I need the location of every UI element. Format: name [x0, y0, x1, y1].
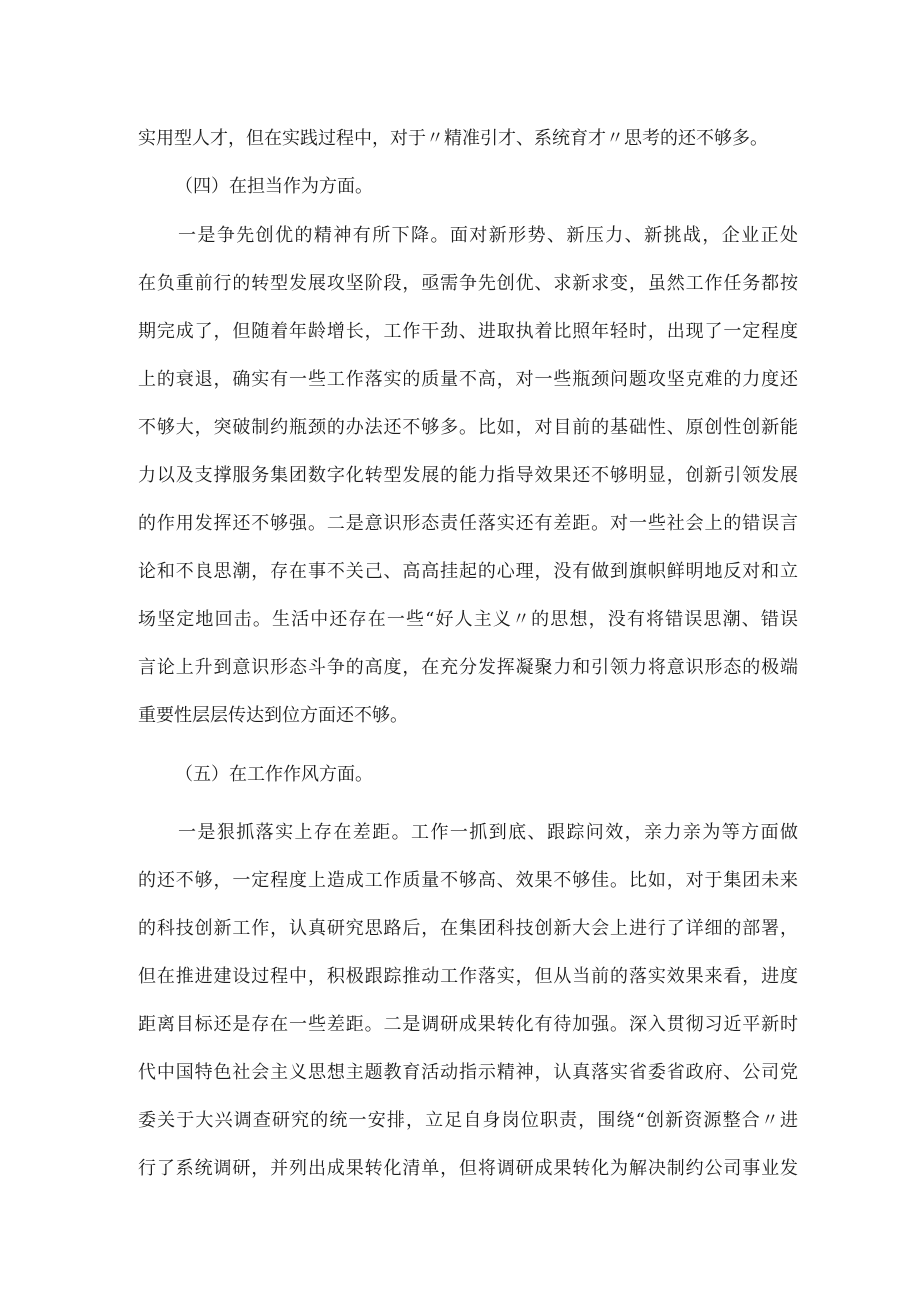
paragraph-line: 在负重前行的转型发展攻坚阶段，亟需争先创优、求新求变，虽然工作任务都按	[138, 273, 798, 294]
paragraph-line: 的科技创新工作，认真研究思路后，在集团科技创新大会上进行了详细的部署，	[138, 918, 798, 939]
paragraph-line: 重要性层层传达到位方面还不够。	[138, 705, 408, 726]
paragraph-line: 实用型人才，但在实践过程中，对于〃精准引才、系统育才〃思考的还不够多。	[138, 128, 768, 149]
paragraph-line: 上的衰退，确实有一些工作落实的质量不高，对一些瓶颈问题攻坚克难的力度还	[138, 369, 798, 390]
paragraph-line: 但在推进建设过程中，积极跟踪推动工作落实，但从当前的落实效果来看，进度	[138, 966, 798, 987]
paragraph-line: 一是争先创优的精神有所下降。面对新形势、新压力、新挑战，企业正处	[178, 225, 798, 246]
section-heading-5: （五）在工作作风方面。	[175, 764, 373, 785]
section-heading-4: （四）在担当作为方面。	[175, 176, 373, 197]
paragraph-line: 的还不够，一定程度上造成工作质量不够高、效果不够佳。比如，对于集团未来	[138, 870, 798, 891]
paragraph-line: 力以及支撑服务集团数字化转型发展的能力指导效果还不够明显，创新引领发展	[138, 465, 798, 486]
paragraph-line: 距离目标还是存在一些差距。二是调研成果转化有待加强。深入贯彻习近平新时	[138, 1014, 798, 1035]
paragraph-line: 的作用发挥还不够强。二是意识形态责任落实还有差距。对一些社会上的错误言	[138, 513, 798, 534]
paragraph-line: 行了系统调研，并列出成果转化清单，但将调研成果转化为解决制约公司事业发	[138, 1158, 798, 1179]
paragraph-line: 委关于大兴调查研究的统一安排，立足自身岗位职责，围绕“创新资源整合〃进	[138, 1110, 798, 1131]
paragraph-line: 场坚定地回击。生活中还存在一些“好人主义〃的思想，没有将错误思潮、错误	[138, 609, 798, 630]
paragraph-line: 一是狠抓落实上存在差距。工作一抓到底、跟踪问效，亲力亲为等方面做	[178, 822, 798, 843]
paragraph-line: 言论上升到意识形态斗争的高度，在充分发挥凝聚力和引领力将意识形态的极端	[138, 657, 798, 678]
paragraph-line: 论和不良思潮，存在事不关己、高高挂起的心理，没有做到旗帜鲜明地反对和立	[138, 561, 798, 582]
paragraph-line: 期完成了，但随着年龄增长，工作干劲、进取执着比照年轻时，出现了一定程度	[138, 321, 798, 342]
paragraph-line: 代中国特色社会主义思想主题教育活动指示精神，认真落实省委省政府、公司党	[138, 1062, 798, 1083]
paragraph-line: 不够大，突破制约瓶颈的办法还不够多。比如，对目前的基础性、原创性创新能	[138, 417, 798, 438]
